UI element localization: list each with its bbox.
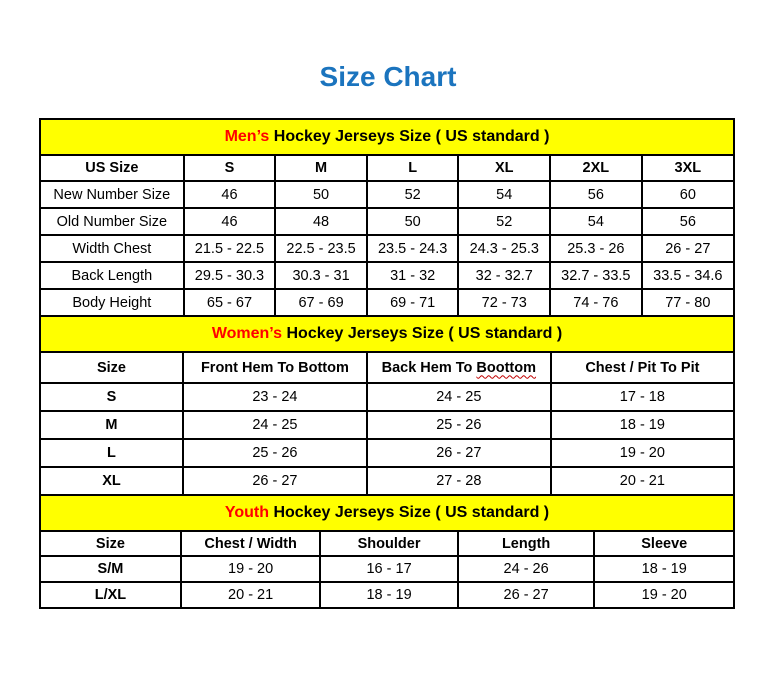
column-header: Chest / Pit To Pit bbox=[551, 352, 734, 383]
womens-banner-row bbox=[40, 316, 734, 352]
size-tables bbox=[39, 118, 735, 609]
column-header: Back Hem To Boottom bbox=[367, 352, 551, 383]
table-row bbox=[40, 556, 734, 582]
table-row bbox=[40, 181, 734, 208]
value-cell: 54 bbox=[458, 181, 550, 208]
column-header: Front Hem To Bottom bbox=[183, 352, 367, 383]
value-cell: 48 bbox=[275, 208, 367, 235]
value-cell: 30.3 - 31 bbox=[275, 262, 367, 289]
value-cell: 56 bbox=[550, 181, 642, 208]
value-cell: 32 - 32.7 bbox=[458, 262, 550, 289]
youth-header-row bbox=[40, 531, 734, 556]
value-cell: 24 - 25 bbox=[183, 411, 367, 439]
value-cell: 19 - 20 bbox=[181, 556, 320, 582]
value-cell: 72 - 73 bbox=[458, 289, 550, 316]
table-row bbox=[40, 582, 734, 608]
value-cell: 16 - 17 bbox=[320, 556, 457, 582]
mens-header-row bbox=[40, 155, 734, 181]
value-cell: 33.5 - 34.6 bbox=[642, 262, 734, 289]
value-cell: 23.5 - 24.3 bbox=[367, 235, 459, 262]
value-cell: 29.5 - 30.3 bbox=[184, 262, 276, 289]
value-cell: 26 - 27 bbox=[642, 235, 734, 262]
section-banner-text: Hockey Jerseys Size ( US standard ) bbox=[269, 128, 550, 145]
value-cell: 65 - 67 bbox=[184, 289, 276, 316]
column-header: Size bbox=[40, 531, 181, 556]
table-row bbox=[40, 411, 734, 439]
column-header: XL bbox=[458, 155, 550, 181]
row-label: S bbox=[40, 383, 183, 411]
misspelled-word: Boottom bbox=[476, 359, 537, 376]
value-cell: 31 - 32 bbox=[367, 262, 459, 289]
row-label: XL bbox=[40, 467, 183, 495]
value-cell: 69 - 71 bbox=[367, 289, 459, 316]
table-row bbox=[40, 262, 734, 289]
value-cell: 50 bbox=[367, 208, 459, 235]
row-label: L bbox=[40, 439, 183, 467]
youth-banner-row bbox=[40, 495, 734, 531]
value-cell: 18 - 19 bbox=[594, 556, 734, 582]
row-label: M bbox=[40, 411, 183, 439]
value-cell: 54 bbox=[550, 208, 642, 235]
value-cell: 46 bbox=[184, 181, 276, 208]
row-label: Body Height bbox=[40, 289, 184, 316]
page-title: Size Chart bbox=[319, 61, 457, 92]
value-cell: 56 bbox=[642, 208, 734, 235]
section-banner-highlight: Women’s bbox=[211, 325, 283, 342]
value-cell: 19 - 20 bbox=[551, 439, 734, 467]
row-label: Old Number Size bbox=[40, 208, 184, 235]
table-row bbox=[40, 439, 734, 467]
value-cell: 74 - 76 bbox=[550, 289, 642, 316]
value-cell: 25 - 26 bbox=[183, 439, 367, 467]
column-header: S bbox=[184, 155, 276, 181]
column-header: Chest / Width bbox=[181, 531, 320, 556]
column-header: M bbox=[275, 155, 367, 181]
column-header: 3XL bbox=[642, 155, 734, 181]
column-header: Shoulder bbox=[320, 531, 457, 556]
table-row bbox=[40, 208, 734, 235]
value-cell: 20 - 21 bbox=[181, 582, 320, 608]
womens-header-row bbox=[40, 352, 734, 383]
value-cell: 50 bbox=[275, 181, 367, 208]
table-row bbox=[40, 383, 734, 411]
column-header: Size bbox=[40, 352, 183, 383]
section-banner bbox=[40, 495, 734, 531]
value-cell: 60 bbox=[642, 181, 734, 208]
value-cell: 23 - 24 bbox=[183, 383, 367, 411]
section-banner bbox=[40, 316, 734, 352]
value-cell: 26 - 27 bbox=[367, 439, 551, 467]
value-cell: 32.7 - 33.5 bbox=[550, 262, 642, 289]
value-cell: 19 - 20 bbox=[594, 582, 734, 608]
value-cell: 18 - 19 bbox=[320, 582, 457, 608]
value-cell: 20 - 21 bbox=[551, 467, 734, 495]
youth-size-table bbox=[39, 494, 735, 609]
value-cell: 18 - 19 bbox=[551, 411, 734, 439]
table-row bbox=[40, 235, 734, 262]
value-cell: 52 bbox=[367, 181, 459, 208]
value-cell: 24 - 25 bbox=[367, 383, 551, 411]
value-cell: 22.5 - 23.5 bbox=[275, 235, 367, 262]
value-cell: 52 bbox=[458, 208, 550, 235]
column-header: 2XL bbox=[550, 155, 642, 181]
section-banner-text: Hockey Jerseys Size ( US standard ) bbox=[282, 325, 563, 342]
mens-size-table bbox=[39, 118, 735, 317]
value-cell: 26 - 27 bbox=[458, 582, 595, 608]
value-cell: 25 - 26 bbox=[367, 411, 551, 439]
column-header: US Size bbox=[40, 155, 184, 181]
value-cell: 67 - 69 bbox=[275, 289, 367, 316]
section-banner-highlight: Men’s bbox=[224, 128, 270, 145]
value-cell: 24 - 26 bbox=[458, 556, 595, 582]
table-row bbox=[40, 289, 734, 316]
mens-banner-row bbox=[40, 119, 734, 155]
value-cell: 17 - 18 bbox=[551, 383, 734, 411]
section-banner-highlight: Youth bbox=[224, 504, 269, 521]
value-cell: 21.5 - 22.5 bbox=[184, 235, 276, 262]
column-header: Length bbox=[458, 531, 595, 556]
value-cell: 25.3 - 26 bbox=[550, 235, 642, 262]
value-cell: 24.3 - 25.3 bbox=[458, 235, 550, 262]
value-cell: 26 - 27 bbox=[183, 467, 367, 495]
value-cell: 77 - 80 bbox=[642, 289, 734, 316]
row-label: Back Length bbox=[40, 262, 184, 289]
row-label: L/XL bbox=[40, 582, 181, 608]
value-cell: 27 - 28 bbox=[367, 467, 551, 495]
value-cell: 46 bbox=[184, 208, 276, 235]
row-label: S/M bbox=[40, 556, 181, 582]
section-banner-text: Hockey Jerseys Size ( US standard ) bbox=[269, 504, 550, 521]
row-label: Width Chest bbox=[40, 235, 184, 262]
column-header: L bbox=[367, 155, 459, 181]
section-banner bbox=[40, 119, 734, 155]
row-label: New Number Size bbox=[40, 181, 184, 208]
womens-size-table bbox=[39, 315, 735, 496]
column-header: Sleeve bbox=[594, 531, 734, 556]
table-row bbox=[40, 467, 734, 495]
